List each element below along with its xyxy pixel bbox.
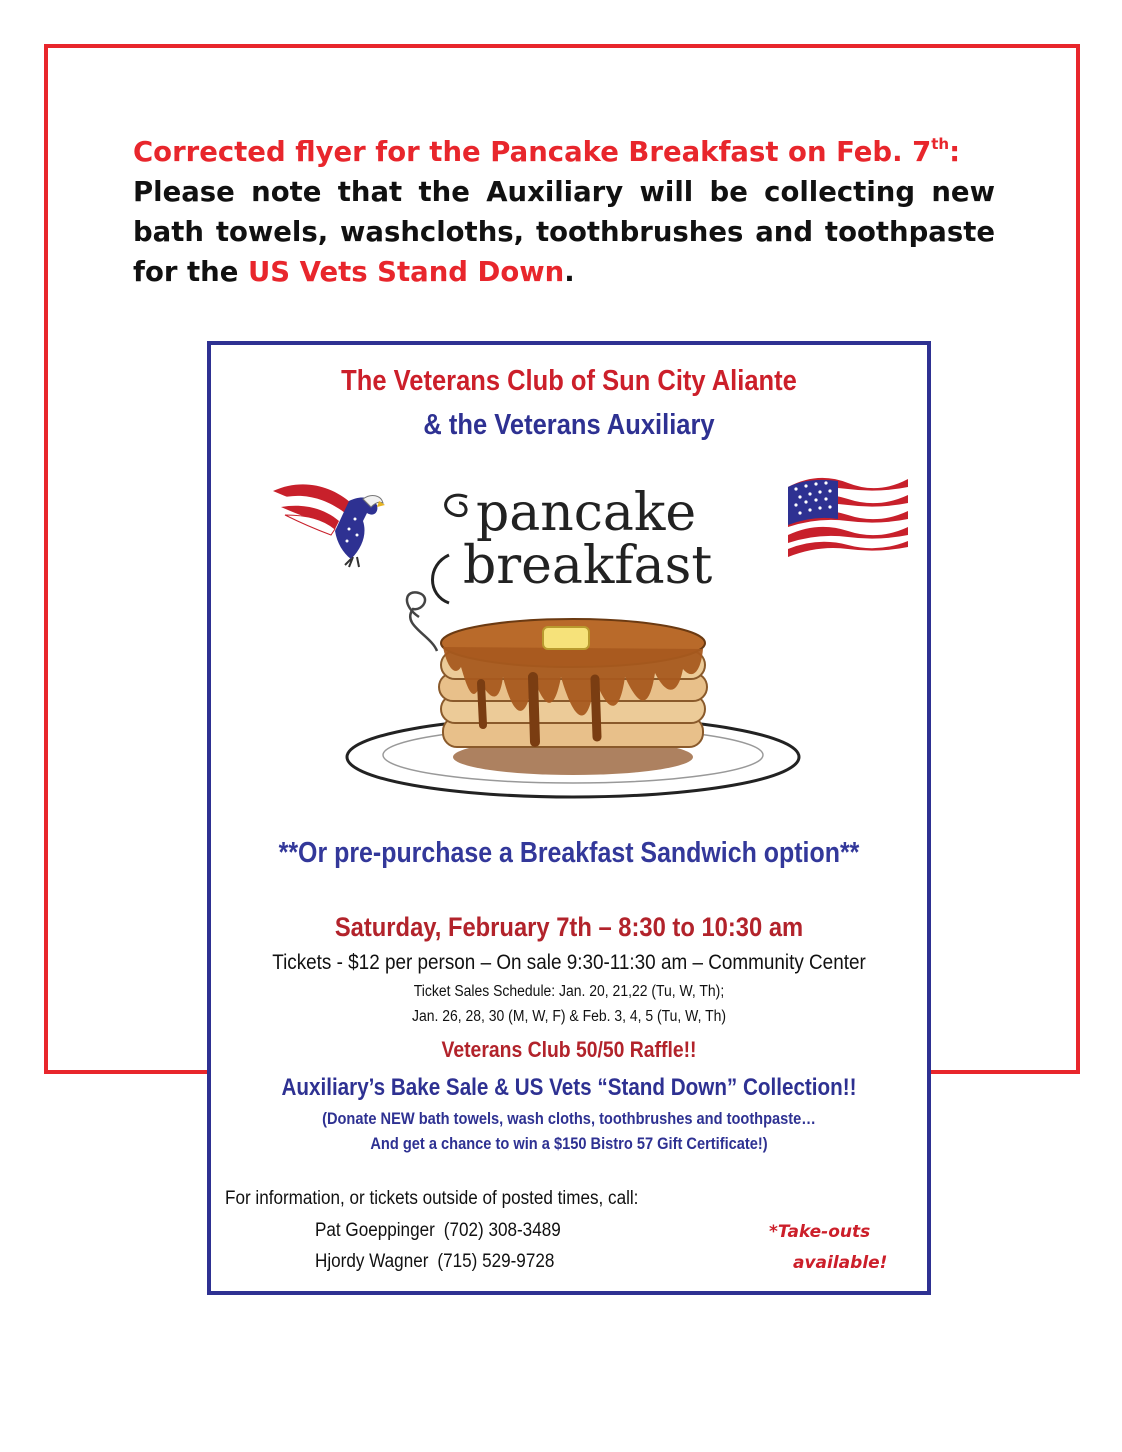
notice-headline-text: Corrected flyer for the Pancake Breakfast on Feb. 7 [133,136,932,168]
correction-notice [133,132,995,292]
donate-line-1: (Donate NEW bath towels, wash cloths, toothbrushes and toothpaste… [322,1109,816,1128]
flyer-title-line-2: & the Veterans Auxiliary [423,409,715,441]
takeout-note-line-1: *Take-outs [769,1222,871,1242]
american-flag-icon [784,469,910,561]
takeout-note-line-2: available! [793,1253,888,1273]
bake-sale-heading: Auxiliary’s Bake Sale & US Vets “Stand Down” Collection!! [281,1074,857,1101]
donate-line-2: And get a chance to win a $150 Bistro 57 Gift Certificate!) [370,1134,768,1153]
notice-highlight: US Vets Stand Down [247,256,565,288]
contact-row [315,1220,561,1242]
pancake-word: pancake [476,483,697,543]
notice-line-2: Please note that the Auxiliary will be collecting new [133,176,995,208]
event-date-time: Saturday, February 7th – 8:30 to 10:30 am [334,912,804,942]
notice-line-4-end: . [564,256,575,288]
contact-name: Pat Goeppinger [315,1220,435,1241]
contact-phone: (702) 308-3489 [443,1220,561,1241]
notice-headline-end: : [949,136,961,168]
schedule-line-2: Jan. 26, 28, 30 (M, W, F) & Feb. 3, 4, 5 (Tu, W, Th) [412,1008,726,1025]
raffle-heading: Veterans Club 50/50 Raffle!! [441,1037,697,1062]
notice-headline [133,132,995,172]
contact-phone: (715) 529-9728 [437,1251,555,1272]
event-flyer [207,341,931,1295]
eagle-flag-icon [271,473,386,568]
notice-headline-sup: th [931,135,950,153]
notice-line-3: bath towels, washcloths, toothbrushes and toothpaste [133,216,995,248]
sandwich-option: **Or pre-purchase a Breakfast Sandwich option** [278,837,860,869]
contact-name: Hjordy Wagner [315,1251,429,1272]
ticket-info: Tickets - $12 per person – On sale 9:30-11:30 am – Community Center [272,951,866,974]
schedule-line-1: Ticket Sales Schedule: Jan. 20, 21,22 (Tu, W, Th); [413,983,725,1000]
contact-info-heading: For information, or tickets outside of posted times, call: [225,1188,639,1209]
notice-line-4-start: for the [133,256,248,288]
flyer-title-line-1: The Veterans Club of Sun City Aliante [341,365,797,397]
contact-row [315,1251,554,1273]
notice-line-4 [133,252,995,292]
breakfast-word: breakfast [463,536,713,596]
pancake-stack-illustration [343,607,803,802]
